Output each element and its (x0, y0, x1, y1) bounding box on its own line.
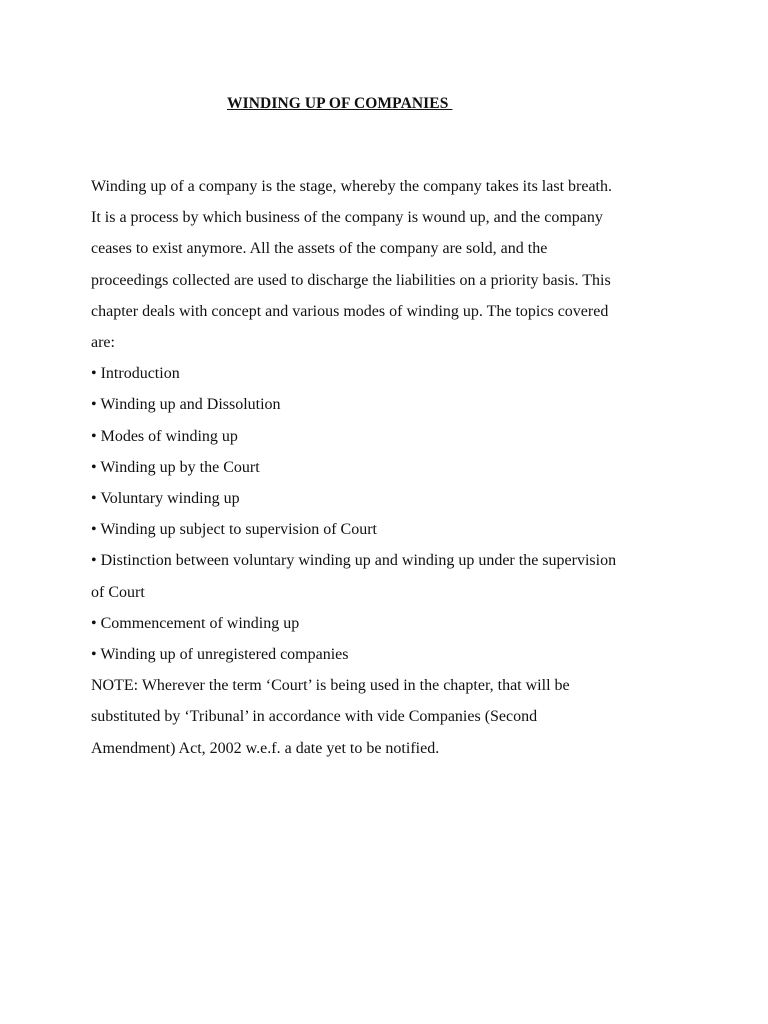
topic-item: • Winding up subject to supervision of Court (91, 521, 377, 539)
document-body (91, 171, 681, 764)
note-line: substituted by ‘Tribunal’ in accordance with vide Companies (Second (91, 708, 538, 726)
topic-item: • Introduction (91, 365, 180, 383)
topic-item-continuation: of Court (91, 583, 145, 601)
topic-item: • Distinction between voluntary winding up and winding up under the supervision (91, 552, 617, 570)
topic-item: • Winding up and Dissolution (91, 396, 281, 414)
topic-item: • Modes of winding up (91, 427, 238, 445)
note-line: NOTE: Wherever the term ‘Court’ is being used in the chapter, that will be (91, 677, 570, 695)
intro-line: ceases to exist anymore. All the assets of the company are sold, and the (91, 240, 548, 258)
topic-item: • Winding up of unregistered companies (91, 646, 349, 664)
intro-line: are: (91, 334, 115, 352)
topic-item: • Commencement of winding up (91, 614, 300, 632)
intro-line: Winding up of a company is the stage, whereby the company takes its last breath. (91, 178, 612, 195)
topic-item: • Voluntary winding up (91, 490, 240, 508)
intro-line: It is a process by which business of the company is wound up, and the company (91, 209, 603, 227)
intro-line: proceedings collected are used to discharge the liabilities on a priority basis. This (91, 271, 611, 289)
topic-item: • Winding up by the Court (91, 458, 260, 476)
note-line: Amendment) Act, 2002 w.e.f. a date yet to be notified. (91, 739, 440, 757)
document-title: WINDING UP OF COMPANIES (227, 95, 453, 112)
intro-line: chapter deals with concept and various modes of winding up. The topics covered (91, 302, 609, 320)
